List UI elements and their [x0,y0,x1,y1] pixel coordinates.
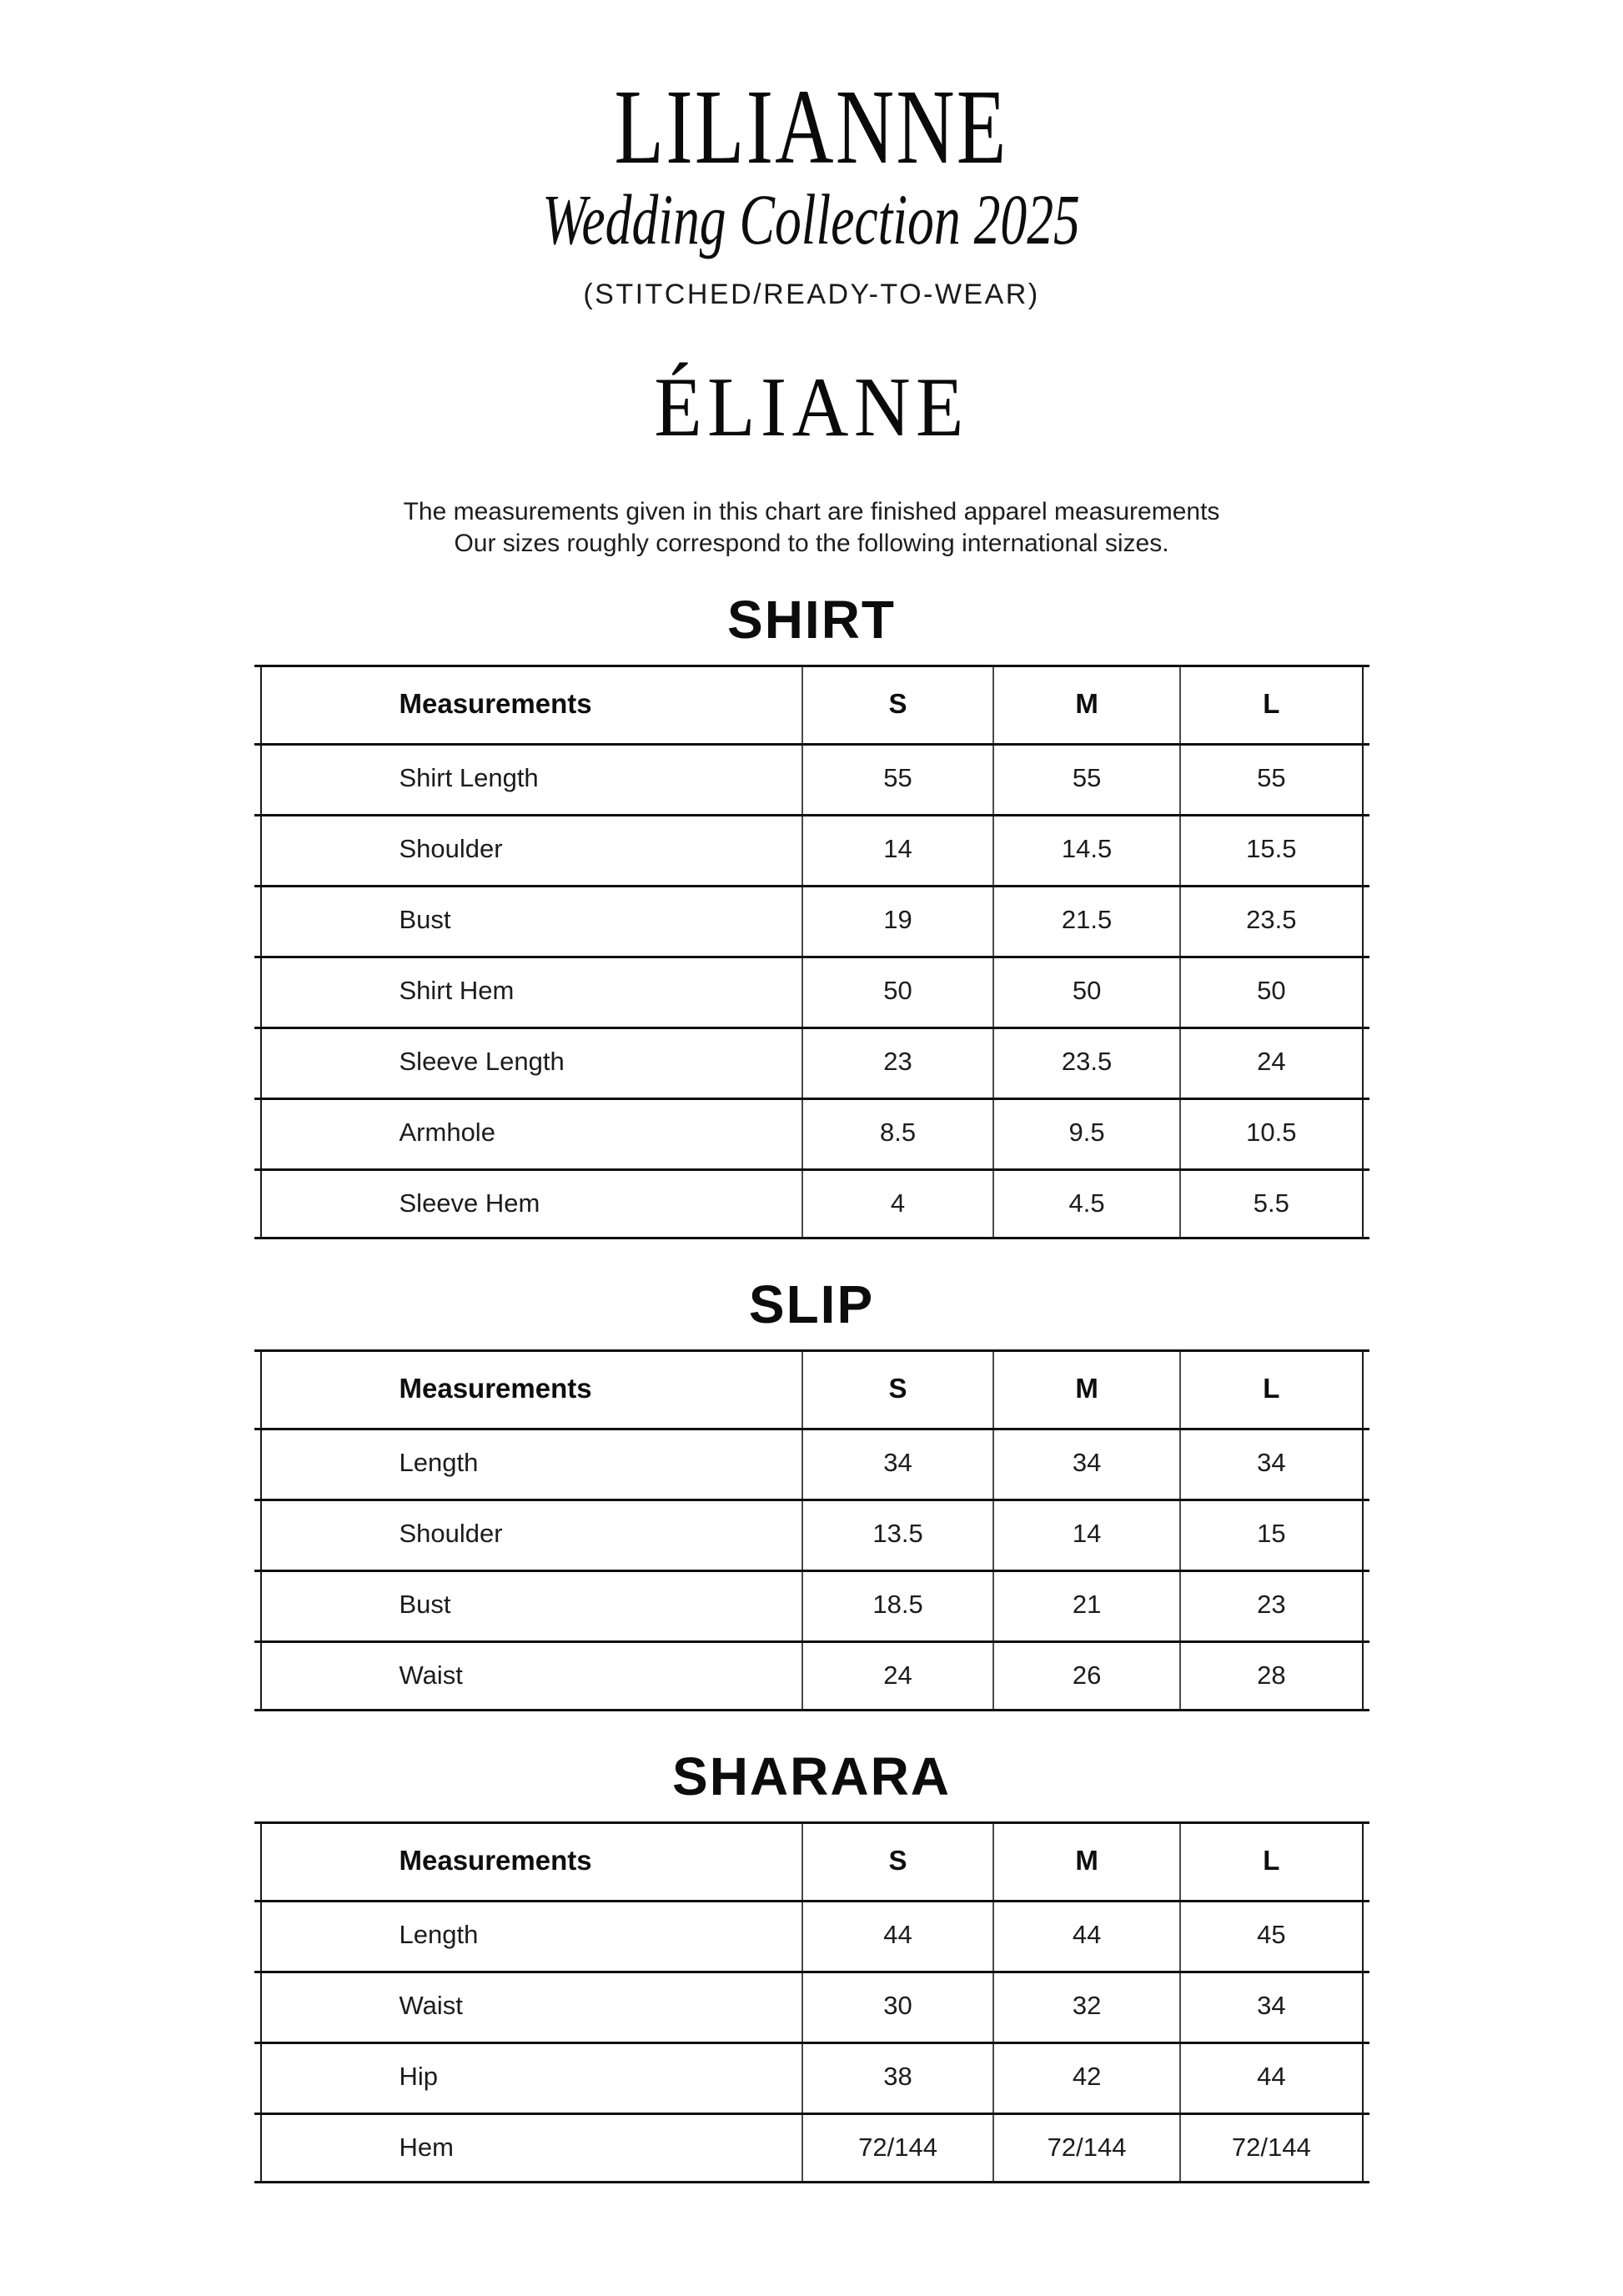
table-row [262,956,1362,1027]
size-value-cell: 30 [801,1971,992,2042]
brand-logo [0,0,1623,186]
shirt-size-table [260,665,1364,1239]
collection-subtitle-text: Wedding Collection 2025 [542,179,1081,259]
size-value-cell: 50 [1179,956,1361,1027]
table-row [262,1971,1362,2042]
measurement-label-cell: Shoulder [399,834,503,864]
size-value-cell: 18.5 [801,1570,992,1640]
collection-subtitle [0,175,1623,265]
measurement-label-cell: Length [399,1448,479,1478]
column-header-size-s: S [801,665,992,743]
size-value-cell: 9.5 [992,1098,1179,1168]
measurement-label-cell: Hip [399,2062,439,2092]
section-title-shirt: SHIRT [727,589,896,650]
table-row [262,814,1362,885]
size-value-cell: 55 [992,743,1179,814]
size-value-cell: 4.5 [992,1168,1179,1239]
size-value-cell: 5.5 [1179,1168,1361,1239]
size-value-cell: 14 [801,814,992,885]
slip-size-table [260,1349,1364,1711]
table-header-row [262,1821,1362,1900]
table-row [262,885,1362,956]
measurement-label-cell: Length [399,1920,479,1950]
measurement-label-cell: Shirt Length [399,763,539,793]
product-name-text: ÉLIANE [654,359,969,455]
size-value-cell: 8.5 [801,1098,992,1168]
table-row [262,1900,1362,1971]
column-header-size-s: S [801,1821,992,1900]
size-value-cell: 15 [1179,1499,1361,1570]
size-value-cell: 42 [992,2042,1179,2113]
size-value-cell: 10.5 [1179,1098,1361,1168]
table-row [262,1499,1362,1570]
table-header-row [262,665,1362,743]
measurement-label-cell: Waist [399,1991,463,2021]
size-value-cell: 23 [801,1027,992,1098]
size-value-cell: 38 [801,2042,992,2113]
size-value-cell: 23.5 [1179,885,1361,956]
size-value-cell: 44 [1179,2042,1361,2113]
size-value-cell: 45 [1179,1900,1361,1971]
table-row [262,1168,1362,1239]
size-value-cell: 50 [992,956,1179,1027]
size-value-cell: 55 [1179,743,1361,814]
size-value-cell: 14 [992,1499,1179,1570]
size-value-cell: 19 [801,885,992,956]
measurement-label-cell: Bust [399,1590,451,1620]
product-name [0,361,1623,455]
table-header-row [262,1349,1362,1428]
size-value-cell: 23.5 [992,1027,1179,1098]
measurement-label-cell: Waist [399,1660,463,1691]
production-note: (STITCHED/READY-TO-WEAR) [583,278,1040,310]
size-value-cell: 72/144 [801,2113,992,2183]
section-title-sharara: SHARARA [672,1746,951,1806]
size-value-cell: 44 [992,1900,1179,1971]
table-row [262,1640,1362,1711]
size-value-cell: 4 [801,1168,992,1239]
column-header-size-l: L [1179,665,1361,743]
size-value-cell: 15.5 [1179,814,1361,885]
table-row [262,1098,1362,1168]
size-value-cell: 28 [1179,1640,1361,1711]
size-value-cell: 23 [1179,1570,1361,1640]
size-value-cell: 21 [992,1570,1179,1640]
column-header-size-l: L [1179,1349,1361,1428]
size-value-cell: 72/144 [992,2113,1179,2183]
size-value-cell: 32 [992,1971,1179,2042]
section-title-slip: SLIP [748,1274,875,1334]
table-row [262,743,1362,814]
size-value-cell: 14.5 [992,814,1179,885]
brand-logo-text: LILIANNE [614,68,1009,186]
size-value-cell: 24 [1179,1027,1361,1098]
column-header-size-m: M [992,1821,1179,1900]
size-value-cell: 34 [1179,1971,1361,2042]
description-line-2: Our sizes roughly correspond to the following international sizes. [454,529,1169,557]
size-value-cell: 55 [801,743,992,814]
column-header-size-m: M [992,665,1179,743]
column-header-measurements: Measurements [399,687,592,719]
size-value-cell: 34 [801,1428,992,1499]
size-value-cell: 34 [1179,1428,1361,1499]
measurement-label-cell: Sleeve Length [399,1047,565,1077]
measurement-label-cell: Shoulder [399,1519,503,1549]
table-row [262,1428,1362,1499]
table-row [262,1027,1362,1098]
measurement-label-cell: Sleeve Hem [399,1188,540,1218]
size-value-cell: 50 [801,956,992,1027]
measurement-label-cell: Shirt Hem [399,976,515,1006]
size-value-cell: 21.5 [992,885,1179,956]
size-value-cell: 44 [801,1900,992,1971]
table-row [262,1570,1362,1640]
measurement-label-cell: Hem [399,2133,454,2163]
column-header-size-l: L [1179,1821,1361,1900]
measurement-label-cell: Armhole [399,1118,495,1148]
sharara-size-table [260,1821,1364,2183]
size-value-cell: 13.5 [801,1499,992,1570]
column-header-size-s: S [801,1349,992,1428]
measurement-description [0,496,1623,560]
size-value-cell: 26 [992,1640,1179,1711]
column-header-measurements: Measurements [399,1844,592,1876]
table-row [262,2042,1362,2113]
size-value-cell: 72/144 [1179,2113,1361,2183]
size-value-cell: 34 [992,1428,1179,1499]
table-row [262,2113,1362,2183]
size-value-cell: 24 [801,1640,992,1711]
column-header-measurements: Measurements [399,1372,592,1404]
description-line-1: The measurements given in this chart are finished apparel measurements [403,497,1220,525]
measurement-label-cell: Bust [399,905,451,935]
column-header-size-m: M [992,1349,1179,1428]
